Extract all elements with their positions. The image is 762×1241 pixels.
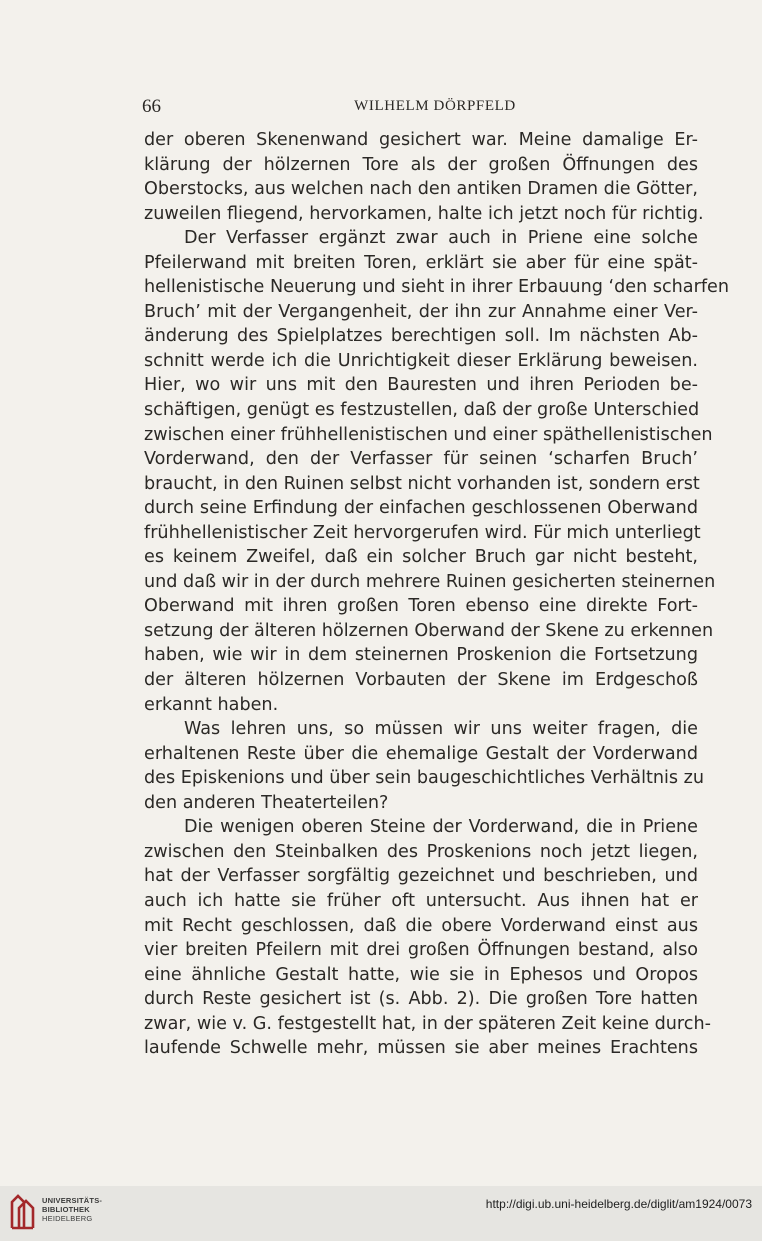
- text-line: laufende Schwelle mehr, müssen sie aber meines Erachtens: [144, 1038, 698, 1059]
- text-line: durch seine Erfindung der einfachen geschlossenen Oberwand: [144, 498, 698, 519]
- body-text: [144, 128, 729, 1061]
- text-line: Die wenigen oberen Steine der Vorderwand, die in Priene: [184, 817, 698, 838]
- text-line: klärung der hölzernen Tore als der großen Öffnungen des: [144, 154, 698, 175]
- running-title: WILHELM DÖRPFELD: [354, 98, 516, 114]
- text-line: Bruch’ mit der Vergangenheit, der ihn zur Annahme einer Ver-: [144, 301, 698, 322]
- library-name-line: UNIVERSITÄTS-: [42, 1196, 103, 1205]
- text-line: der älteren hölzernen Vorbauten der Skene im Erdgeschoß: [144, 670, 698, 691]
- text-line: schnitt werde ich die Unrichtigkeit dieser Erklärung beweisen.: [144, 350, 698, 371]
- text-line: eine ähnliche Gestalt hatte, wie sie in Ephesos und Oropos: [144, 964, 698, 985]
- text-line: es keinem Zweifel, daß ein solcher Bruch gar nicht besteht,: [144, 547, 698, 568]
- text-line: durch Reste gesichert ist (s. Abb. 2). Die großen Tore hatten: [144, 989, 698, 1010]
- text-line: haben, wie wir in dem steinernen Proskenion die Fortsetzung: [144, 645, 698, 666]
- text-line: mit Recht geschlossen, daß die obere Vorderwand einst aus: [144, 915, 698, 936]
- text-line: erhaltenen Reste über die ehemalige Gestalt der Vorderwand: [144, 743, 698, 764]
- running-head: [142, 96, 698, 120]
- text-line: Pfeilerwand mit breiten Toren, erklärt sie aber für eine spät-: [144, 252, 698, 273]
- text-line: der oberen Skenenwand gesichert war. Meine damalige Er-: [144, 130, 698, 150]
- text-line: auch ich hatte sie früher oft untersucht. Aus ihnen hat er: [144, 890, 698, 911]
- heidelberg-library-logo-icon: [9, 1194, 37, 1230]
- text-line: hellenistische Neuerung und sieht in ihrer Erbauung ‘den scharfen: [144, 277, 729, 298]
- text-line: zuweilen fliegend, hervorkamen, halte ich jetzt noch für richtig.: [144, 203, 704, 224]
- text-line: braucht, in den Ruinen selbst nicht vorhanden ist, sondern erst: [144, 473, 700, 494]
- text-line: den anderen Theaterteilen?: [144, 792, 389, 813]
- text-line: schäftigen, genügt es festzustellen, daß der große Unterschied: [144, 400, 700, 421]
- text-line: erkannt haben.: [144, 694, 279, 715]
- text-line: hat der Verfasser sorgfältig gezeichnet und beschrieben, und: [144, 866, 698, 887]
- viewer-footer: [0, 1186, 762, 1241]
- text-line: des Episkenions und über sein baugeschichtliches Verhältnis zu: [144, 768, 705, 789]
- text-line: Oberwand mit ihren großen Toren ebenso eine direkte Fort-: [144, 596, 698, 617]
- page-number: 66: [142, 96, 161, 117]
- text-line: zwischen einer frühhellenistischen und einer späthellenistischen: [144, 424, 713, 445]
- source-url-link[interactable]: http://digi.ub.uni-heidelberg.de/diglit/am1924/0073: [485, 1197, 752, 1211]
- text-line: vier breiten Pfeilern mit drei großen Öffnungen bestand, also: [144, 940, 698, 961]
- text-line: Vorderwand, den der Verfasser für seinen ‘scharfen Bruch’: [144, 449, 698, 470]
- text-line: Hier, wo wir uns mit den Bauresten und ihren Perioden be-: [144, 375, 698, 396]
- text-line: Oberstocks, aus welchen nach den antiken Dramen die Götter,: [144, 179, 698, 200]
- library-name-line: BIBLIOTHEK: [42, 1205, 90, 1214]
- text-line: Der Verfasser ergänzt zwar auch in Priene eine solche: [184, 228, 698, 249]
- text-line: frühhellenistischer Zeit hervorgerufen wird. Für mich unterliegt: [144, 522, 701, 543]
- text-line: zwischen den Steinbalken des Proskenions noch jetzt liegen,: [144, 841, 698, 862]
- text-line: änderung des Spielplatzes berechtigen soll. Im nächsten Ab-: [144, 326, 698, 347]
- text-line: zwar, wie v. G. festgestellt hat, in der späteren Zeit keine durch-: [144, 1013, 711, 1034]
- text-line: und daß wir in der durch mehrere Ruinen gesicherten steinernen: [144, 571, 716, 592]
- library-name-line: HEIDELBERG: [42, 1214, 93, 1223]
- text-line: Was lehren uns, so müssen wir uns weiter fragen, die: [184, 719, 698, 740]
- text-line: setzung der älteren hölzernen Oberwand der Skene zu erkennen: [144, 620, 714, 641]
- library-name: [42, 1196, 102, 1223]
